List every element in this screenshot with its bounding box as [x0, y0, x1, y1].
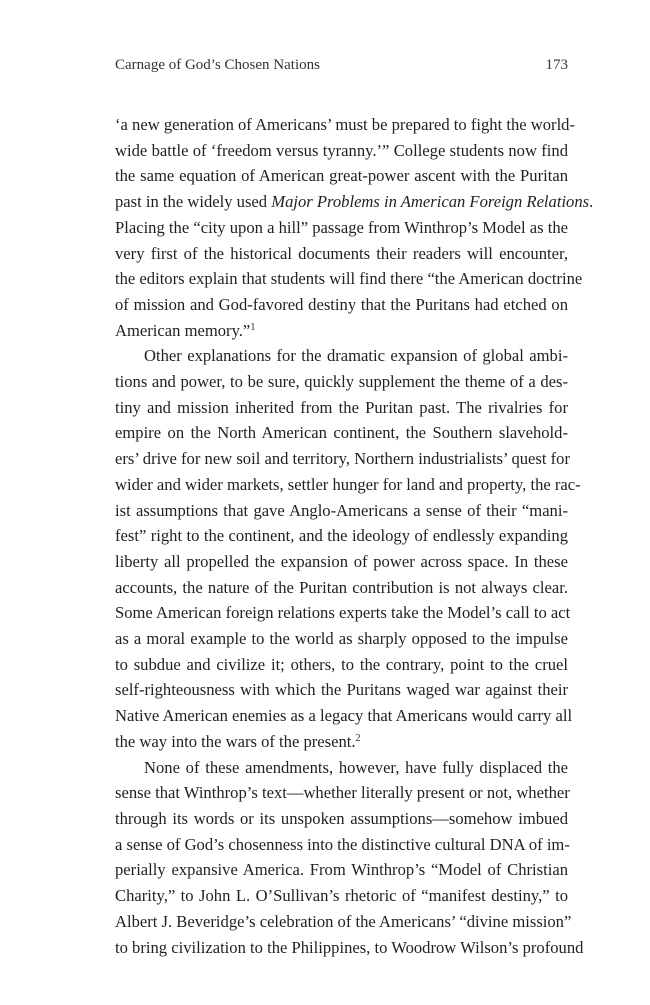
text-line: the way into the wars of the present.$^2$: [115, 731, 361, 751]
text-line: empire on the North American continent, the Southern slavehold-: [115, 423, 568, 443]
text-line: tions and power, to be sure, quickly supplement the theme of a des-: [115, 372, 568, 392]
text-line: Charity,” to John L. O’Sullivan’s rhetoric of “manifest destiny,” to: [115, 886, 568, 906]
text-line: past in the widely used Major Problems in American Foreign Relations.: [115, 192, 594, 212]
text-line: accounts, the nature of the Puritan contribution is not always clear.: [115, 577, 568, 597]
text-line: through its words or its unspoken assumptions—somehow imbued: [115, 808, 568, 828]
text-line: American memory.”$^1$: [115, 320, 256, 340]
text-line: ist assumptions that gave Anglo-Americans a sense of their “mani-: [115, 500, 568, 520]
paragraph-1: [115, 112, 594, 343]
footnote-marker: 1: [250, 321, 256, 333]
text-line: Other explanations for the dramatic expansion of global ambi-: [144, 346, 568, 366]
text-line: fest” right to the continent, and the ideology of endlessly expanding: [115, 526, 568, 546]
page-number: 173: [545, 57, 568, 73]
text-line: the editors explain that students will find there “the American doctrine: [115, 269, 583, 289]
text-line: sense that Winthrop’s text—whether literally present or not, whether: [115, 783, 570, 803]
text-line: Albert J. Beveridge’s celebration of the Americans’ “divine mission”: [115, 911, 572, 931]
paragraph-2: [115, 343, 581, 754]
body-text: [115, 112, 594, 960]
text-line: to bring civilization to the Philippines, to Woodrow Wilson’s profound: [115, 937, 584, 957]
book-title: Major Problems in American Foreign Relations: [271, 192, 590, 212]
text-line: perially expansive America. From Winthrop’s “Model of Christian: [115, 860, 568, 880]
text-line: None of these amendments, however, have fully displaced the: [144, 757, 568, 777]
text-line: Native American enemies as a legacy that Americans would carry all: [115, 706, 573, 726]
text-line: Placing the “city upon a hill” passage from Winthrop’s Model as the: [115, 217, 568, 237]
text-line: wider and wider markets, settler hunger for land and property, the rac-: [115, 474, 581, 494]
text-line: wide battle of ‘freedom versus tyranny.’” College students now find: [115, 140, 568, 160]
text-line: self-righteousness with which the Puritans waged war against their: [115, 680, 568, 700]
text-line: very first of the historical documents their readers will encounter,: [115, 243, 568, 263]
text-line: ‘a new generation of Americans’ must be prepared to fight the world-: [115, 115, 576, 134]
text-line: Some American foreign relations experts take the Model’s call to act: [115, 603, 571, 623]
paragraph-3: [115, 755, 584, 961]
text-line: the same equation of American great-power ascent with the Puritan: [115, 166, 568, 186]
chapter-title: Carnage of God’s Chosen Nations: [115, 57, 320, 73]
footnote-marker: 2: [355, 732, 361, 744]
text-line: a sense of God’s chosenness into the distinctive cultural DNA of im-: [115, 834, 570, 854]
text-line: tiny and mission inherited from the Puritan past. The rivalries for: [115, 397, 568, 417]
text-line: of mission and God-favored destiny that the Puritans had etched on: [115, 294, 568, 314]
text-line: as a moral example to the world as sharply opposed to the impulse: [115, 629, 568, 649]
text-line: liberty all propelled the expansion of power across space. In these: [115, 551, 568, 571]
text-line: to subdue and civilize it; others, to the contrary, point to the cruel: [115, 654, 568, 674]
text-line: ers’ drive for new soil and territory, Northern industrialists’ quest for: [115, 449, 570, 469]
running-head: [115, 57, 568, 74]
